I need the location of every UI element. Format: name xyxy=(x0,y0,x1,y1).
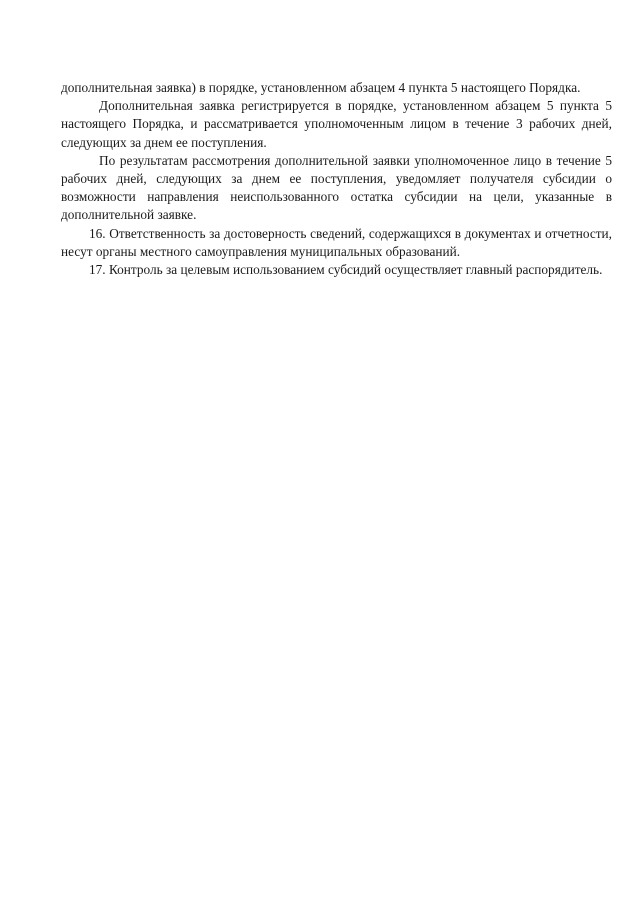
paragraph-item-16: 16. Ответственность за достоверность сведений, содержащихся в документах и отчетности, несут органы местного самоуправления муниципальных образований. xyxy=(61,225,612,259)
paragraph-review-results: По результатам рассмотрения дополнительной заявки уполномоченное лицо в течение 5 рабочих дней, следующих за днем ее поступления, уведомляет получателя субсидии о возможности направления неиспользованного остатка субсидии на цели, указанные в дополнительной заявке. xyxy=(61,152,612,223)
paragraph-item-17: 17. Контроль за целевым использованием субсидий осуществляет главный распорядитель. xyxy=(89,262,603,278)
paragraph-additional-application-registration: Дополнительная заявка регистрируется в порядке, установленном абзацем 5 пункта 5 настоящего Порядка, и рассматривается уполномоченным лицом в течение 3 рабочих дней, следующих за днем ее поступления. xyxy=(61,98,612,150)
document-page xyxy=(61,79,612,279)
paragraph-continuation: дополнительная заявка) в порядке, установленном абзацем 4 пункта 5 настоящего Порядка. xyxy=(61,80,581,95)
